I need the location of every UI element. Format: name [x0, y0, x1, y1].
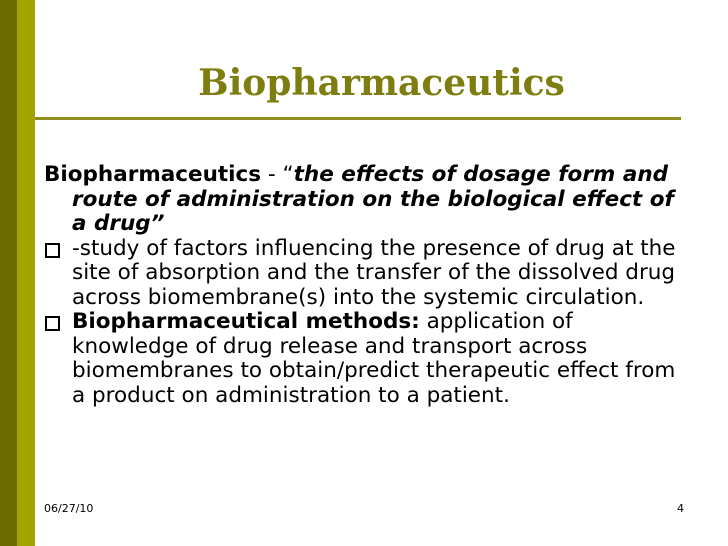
definition-paragraph	[44, 163, 678, 237]
title-underline	[35, 117, 681, 120]
definition-term: Biopharmaceutics	[44, 162, 262, 187]
slide-title: Biopharmaceutics	[198, 62, 565, 104]
definition-text: the effects of dosage form and route of administration on the biological effect of a drug”	[72, 162, 674, 236]
footer-page-number: 4	[677, 502, 684, 515]
bullet-item-methods	[44, 310, 678, 408]
square-bullet-icon	[45, 316, 60, 331]
bullet-item-study	[44, 237, 678, 311]
bullet-text: application of knowledge of drug release and transport across biomembranes to obtain/predict therapeutic effect from a product on administration to a patient.	[72, 309, 676, 408]
definition-separator: - “	[261, 162, 294, 187]
bullet-heading: Biopharmaceutical methods:	[72, 309, 420, 334]
decorative-side-bar-dark	[0, 0, 17, 546]
slide-body	[44, 163, 678, 408]
decorative-side-bar-light	[17, 0, 35, 546]
bullet-text: -study of factors influencing the presence of drug at the site of absorption and the transfer of the dissolved drug across biomembrane(s) into the systemic circulation.	[72, 235, 676, 310]
footer-date: 06/27/10	[44, 502, 94, 515]
square-bullet-icon	[45, 243, 60, 258]
